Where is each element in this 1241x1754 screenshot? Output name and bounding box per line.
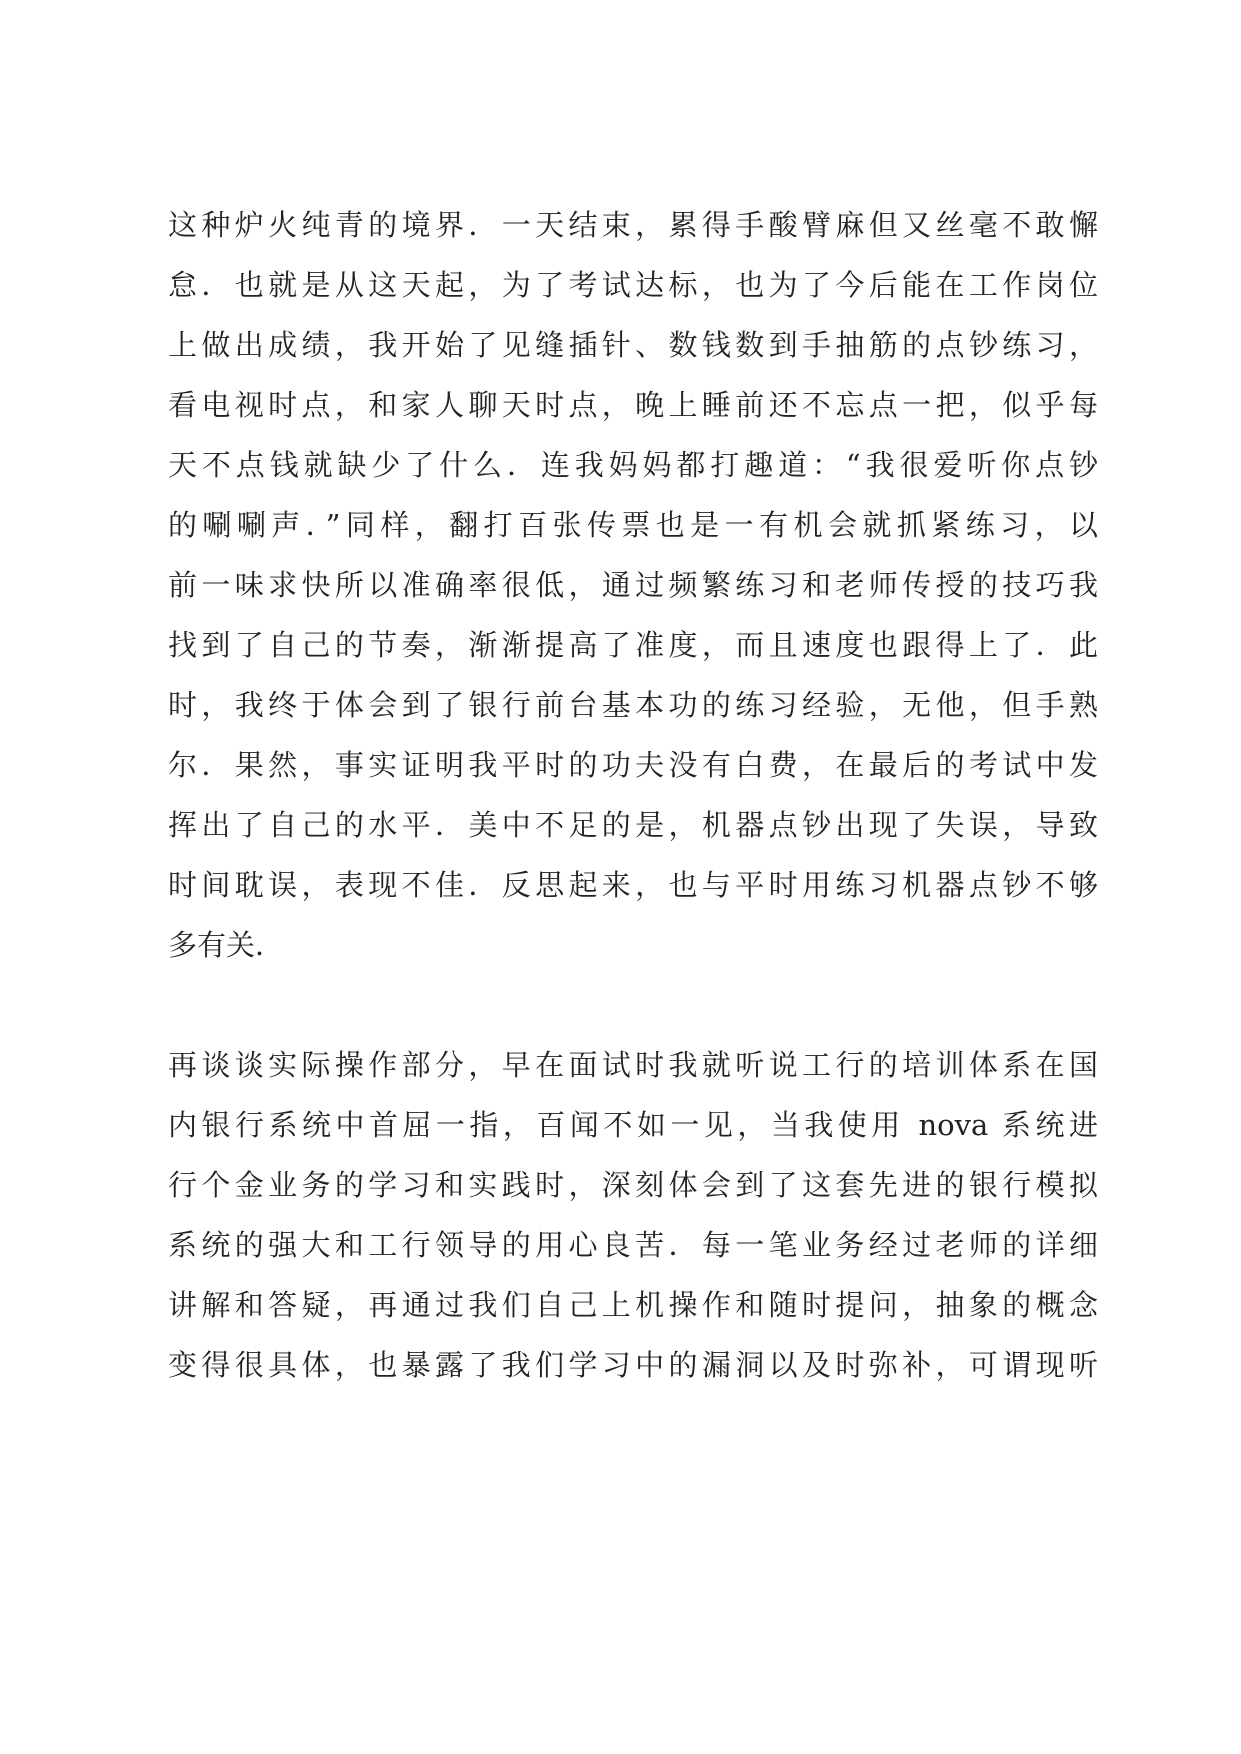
paragraph-1-line-7: 前一味求快所以准确率很低，通过频繁练习和老师传授的技巧我 bbox=[168, 568, 1098, 602]
paragraph-2-line-4: 系统的强大和工行领导的用心良苦．每一笔业务经过老师的详细 bbox=[168, 1228, 1098, 1262]
paragraph-1-line-13: 多有关． bbox=[168, 928, 285, 962]
paragraph-2-line-3: 行个金业务的学习和实践时，深刻体会到了这套先进的银行模拟 bbox=[168, 1168, 1098, 1202]
paragraph-2-line-1: 再谈谈实际操作部分，早在面试时我就听说工行的培训体系在国 bbox=[168, 1048, 1098, 1082]
paragraph-1-line-5: 天不点钱就缺少了什么．连我妈妈都打趣道：“我很爱听你点钞 bbox=[168, 448, 1098, 482]
paragraph-1-line-9: 时，我终于体会到了银行前台基本功的练习经验，无他，但手熟 bbox=[168, 688, 1098, 722]
paragraph-1-line-2: 怠．也就是从这天起，为了考试达标，也为了今后能在工作岗位 bbox=[168, 268, 1098, 302]
paragraph-2-line-2: 内银行系统中首屈一指，百闻不如一见，当我使用 nova 系统进 bbox=[168, 1108, 1098, 1142]
paragraph-2-line-5: 讲解和答疑，再通过我们自己上机操作和随时提问，抽象的概念 bbox=[168, 1288, 1098, 1322]
paragraph-1-line-1: 这种炉火纯青的境界．一天结束，累得手酸臂麻但又丝毫不敢懈 bbox=[168, 208, 1098, 242]
paragraph-1-line-8: 找到了自己的节奏，渐渐提高了准度，而且速度也跟得上了．此 bbox=[168, 628, 1098, 662]
paragraph-1-line-4: 看电视时点，和家人聊天时点，晚上睡前还不忘点一把，似乎每 bbox=[168, 388, 1098, 422]
paragraph-2-line-6: 变得很具体，也暴露了我们学习中的漏洞以及时弥补，可谓现听 bbox=[168, 1348, 1098, 1382]
paragraph-1-line-3: 上做出成绩，我开始了见缝插针、数钱数到手抽筋的点钞练习， bbox=[168, 328, 1098, 362]
paragraph-1-line-12: 时间耽误，表现不佳．反思起来，也与平时用练习机器点钞不够 bbox=[168, 868, 1098, 902]
paragraph-1-line-10: 尔．果然，事实证明我平时的功夫没有白费，在最后的考试中发 bbox=[168, 748, 1098, 782]
paragraph-1-line-6: 的唰唰声．”同样，翻打百张传票也是一有机会就抓紧练习，以 bbox=[168, 508, 1098, 542]
paragraph-1-line-11: 挥出了自己的水平．美中不足的是，机器点钞出现了失误，导致 bbox=[168, 808, 1098, 842]
